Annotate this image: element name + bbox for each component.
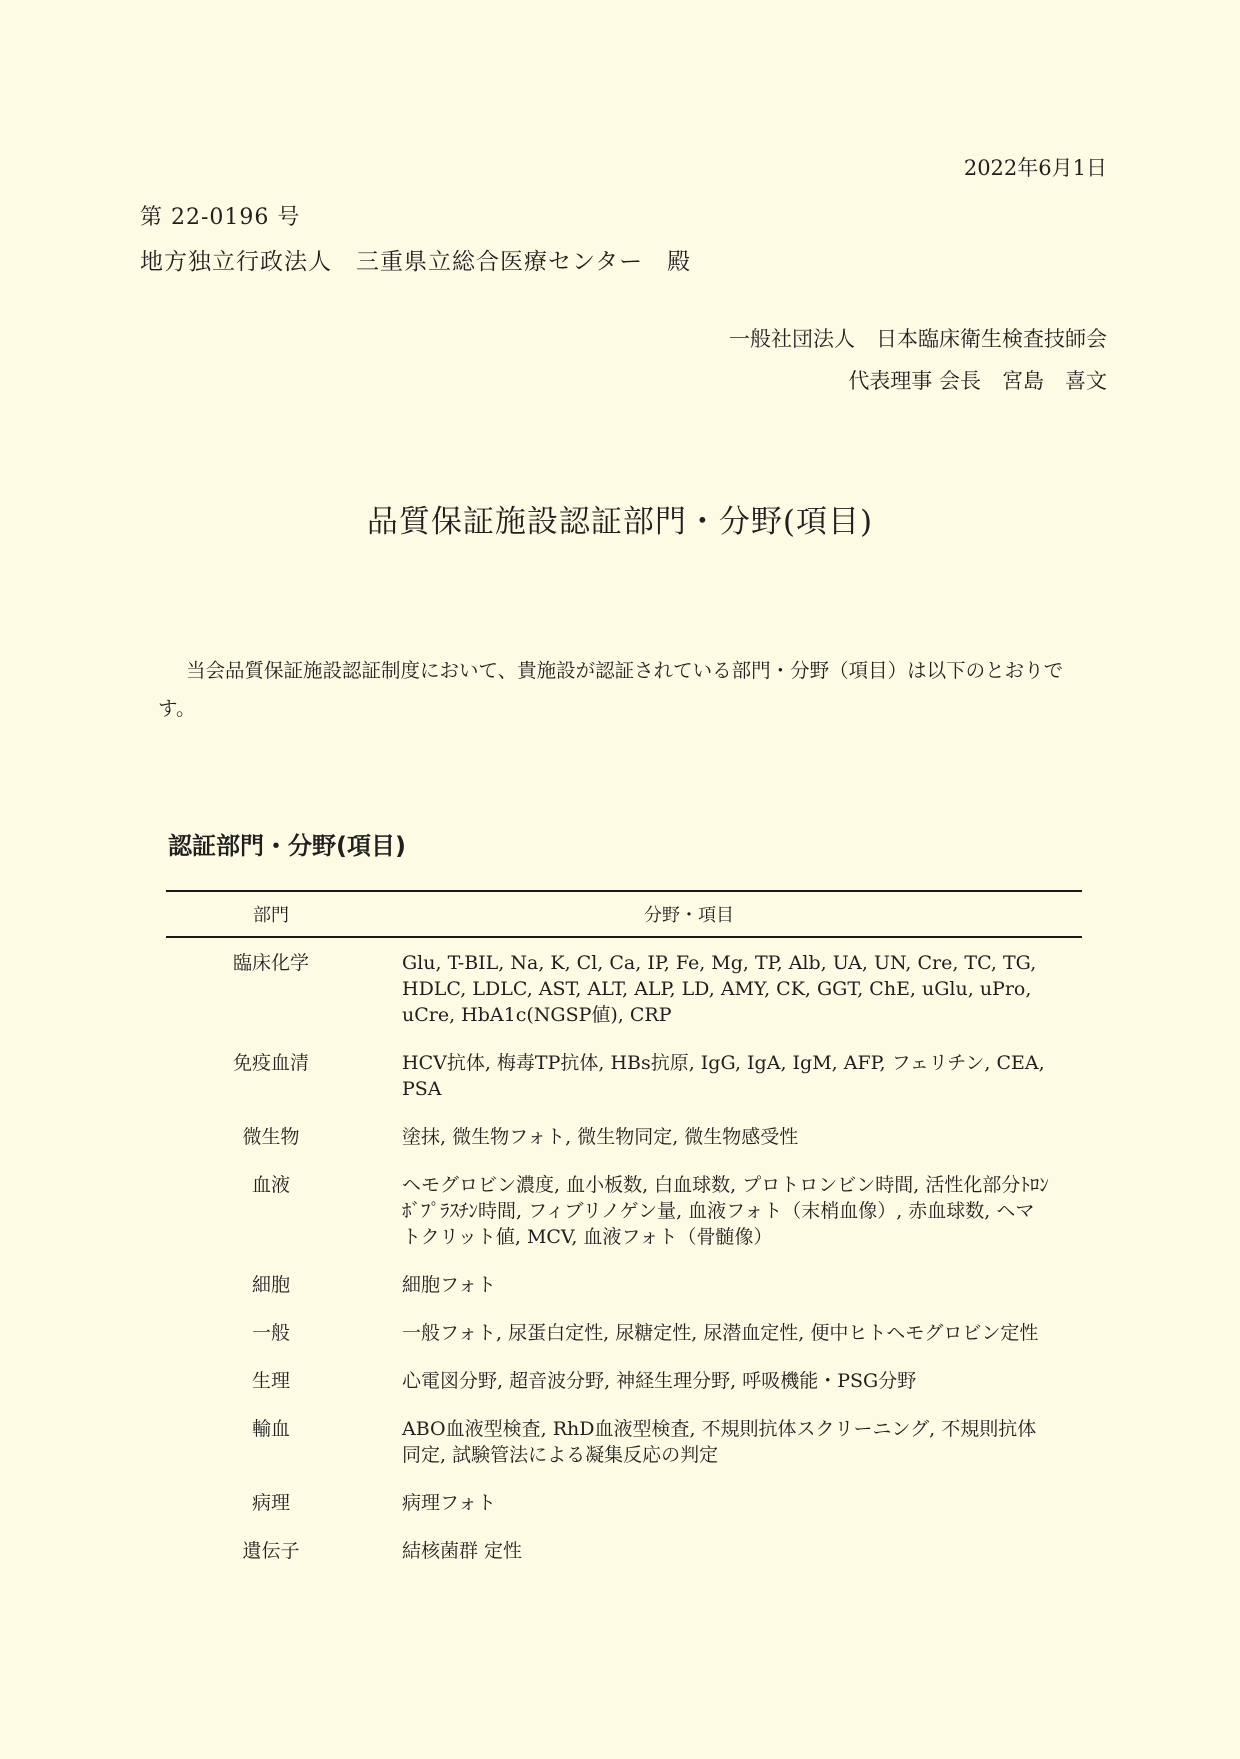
table-row <box>166 1320 1082 1346</box>
row-dept: 血液 <box>251 1174 290 1196</box>
row-dept: 病理 <box>251 1492 290 1514</box>
table-row <box>166 1368 1082 1394</box>
table-row <box>166 1416 1082 1468</box>
table-row <box>166 1538 1082 1564</box>
row-items: ABO血液型検査, RhD血液型検査, 不規則抗体スクリーニング, 不規則抗体同定, 試験管法による凝集反応の判定 <box>402 1418 1037 1466</box>
table-header-row <box>166 892 1082 936</box>
table-row <box>166 1490 1082 1516</box>
table-row <box>166 1272 1082 1298</box>
document-title: 品質保証施設認証部門・分野(項目) <box>366 504 874 540</box>
row-dept: 一般 <box>251 1322 290 1344</box>
row-dept: 生理 <box>251 1370 290 1392</box>
row-items: ヘモグロビン濃度, 血小板数, 白血球数, プロトロンビン時間, 活性化部分ﾄﾛﾝﾎﾞﾌﾟﾗｽﾁﾝ時間, フィブリノゲン量, 血液フォト（末梢血像）, 赤血球数, ヘマトクリット値, MCV, 血液フォト（骨髄像） <box>402 1174 1049 1248</box>
row-items: Glu, T-BIL, Na, K, Cl, Ca, IP, Fe, Mg, TP, Alb, UA, UN, Cre, TC, TG, HDLC, LDLC, AST, ALT, ALP, LD, AMY, CK, GGT, ChE, uGlu, uPro, uCre, HbA1c(NGSP値), CRP <box>402 952 1037 1026</box>
table-row <box>166 950 1082 1028</box>
row-dept: 細胞 <box>251 1274 290 1296</box>
table-row <box>166 1172 1082 1250</box>
row-dept: 輸血 <box>251 1418 290 1440</box>
header-dept: 部門 <box>253 905 289 926</box>
row-items: 結核菌群 定性 <box>402 1540 523 1562</box>
row-items: 細胞フォト <box>402 1274 497 1296</box>
section-title: 認証部門・分野(項目) <box>168 832 406 860</box>
row-dept: 免疫血清 <box>232 1052 309 1074</box>
certification-table <box>166 890 1082 1586</box>
table-row <box>166 1124 1082 1150</box>
issuer-block <box>729 318 1107 402</box>
row-items: 病理フォト <box>402 1492 497 1514</box>
row-dept: 微生物 <box>242 1126 300 1148</box>
issuer-organization: 一般社団法人 日本臨床衛生検査技師会 <box>729 327 1107 351</box>
table-row <box>166 1050 1082 1102</box>
row-dept: 遺伝子 <box>242 1540 300 1562</box>
row-items: 塗抹, 微生物フォト, 微生物同定, 微生物感受性 <box>402 1126 799 1148</box>
intro-paragraph: 当会品質保証施設認証制度において、貴施設が認証されている部門・分野（項目）は以下のとおりです。 <box>158 659 1064 720</box>
table-body <box>166 938 1082 1564</box>
document-number: 第 22-0196 号 <box>140 205 301 230</box>
row-items: 心電図分野, 超音波分野, 神経生理分野, 呼吸機能・PSG分野 <box>402 1370 917 1392</box>
row-items: 一般フォト, 尿蛋白定性, 尿糖定性, 尿潜血定性, 便中ヒトヘモグロビン定性 <box>402 1322 1039 1344</box>
row-items: HCV抗体, 梅毒TP抗体, HBs抗原, IgG, IgA, IgM, AFP, フェリチン, CEA, PSA <box>402 1052 1045 1100</box>
issue-date: 2022年6月1日 <box>963 156 1107 180</box>
issuer-person: 代表理事 会長 宮島 喜文 <box>848 369 1107 393</box>
recipient: 地方独立行政法人 三重県立総合医療センター 殿 <box>140 249 692 275</box>
row-dept: 臨床化学 <box>232 952 309 974</box>
header-items: 分野・項目 <box>644 905 734 926</box>
